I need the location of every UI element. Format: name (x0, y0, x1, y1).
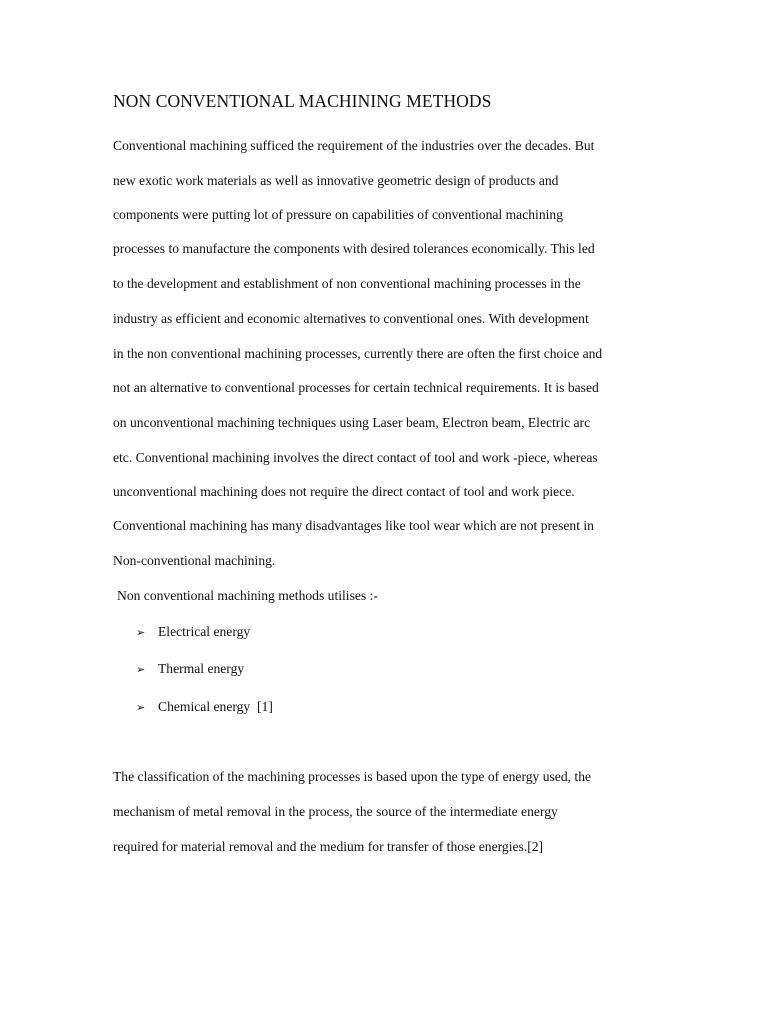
list-item-label: Thermal energy (158, 661, 245, 676)
paragraph-1-line: not an alternative to conventional processes for certain technical requirements. It is based (113, 380, 599, 395)
paragraph-1-line: Conventional machining has many disadvantages like tool wear which are not present in (113, 518, 594, 533)
list-intro: Non conventional machining methods utilises :- (117, 588, 378, 603)
paragraph-1-line: Conventional machining sufficed the requirement of the industries over the decades. But (113, 138, 595, 153)
paragraph-1-line: industry as efficient and economic alternatives to conventional ones. With development (113, 311, 589, 326)
list-item-label: Electrical energy (158, 624, 251, 639)
paragraph-1-line: processes to manufacture the components with desired tolerances economically. This led (113, 241, 595, 256)
document-title: NON CONVENTIONAL MACHINING METHODS (113, 91, 492, 111)
paragraph-1-line: etc. Conventional machining involves the direct contact of tool and work -piece, whereas (113, 450, 598, 465)
list-item (136, 661, 244, 678)
paragraph-1-line: unconventional machining does not require the direct contact of tool and work piece. (113, 484, 575, 499)
arrow-bullet-icon: ➢ (136, 626, 146, 639)
paragraph-1-line: to the development and establishment of non conventional machining processes in the (113, 276, 581, 291)
paragraph-2-line: The classification of the machining processes is based upon the type of energy used, the (113, 769, 592, 784)
paragraph-1-line: on unconventional machining techniques using Laser beam, Electron beam, Electric arc (113, 415, 591, 430)
paragraph-1-line: Non-conventional machining. (113, 553, 276, 568)
list-item (136, 624, 250, 641)
list-item (136, 699, 273, 716)
paragraph-1-line: new exotic work materials as well as innovative geometric design of products and (113, 173, 559, 188)
list-item-label: Chemical energy [1] (158, 699, 273, 714)
paragraph-1-line: in the non conventional machining processes, currently there are often the first choice and (113, 346, 603, 361)
arrow-bullet-icon: ➢ (136, 701, 146, 714)
paragraph-2-line: mechanism of metal removal in the process, the source of the intermediate energy (113, 804, 558, 819)
paragraph-1-line: components were putting lot of pressure on capabilities of conventional machining (113, 207, 563, 222)
paragraph-2-line: required for material removal and the medium for transfer of those energies.[2] (113, 839, 544, 854)
arrow-bullet-icon: ➢ (136, 663, 146, 676)
